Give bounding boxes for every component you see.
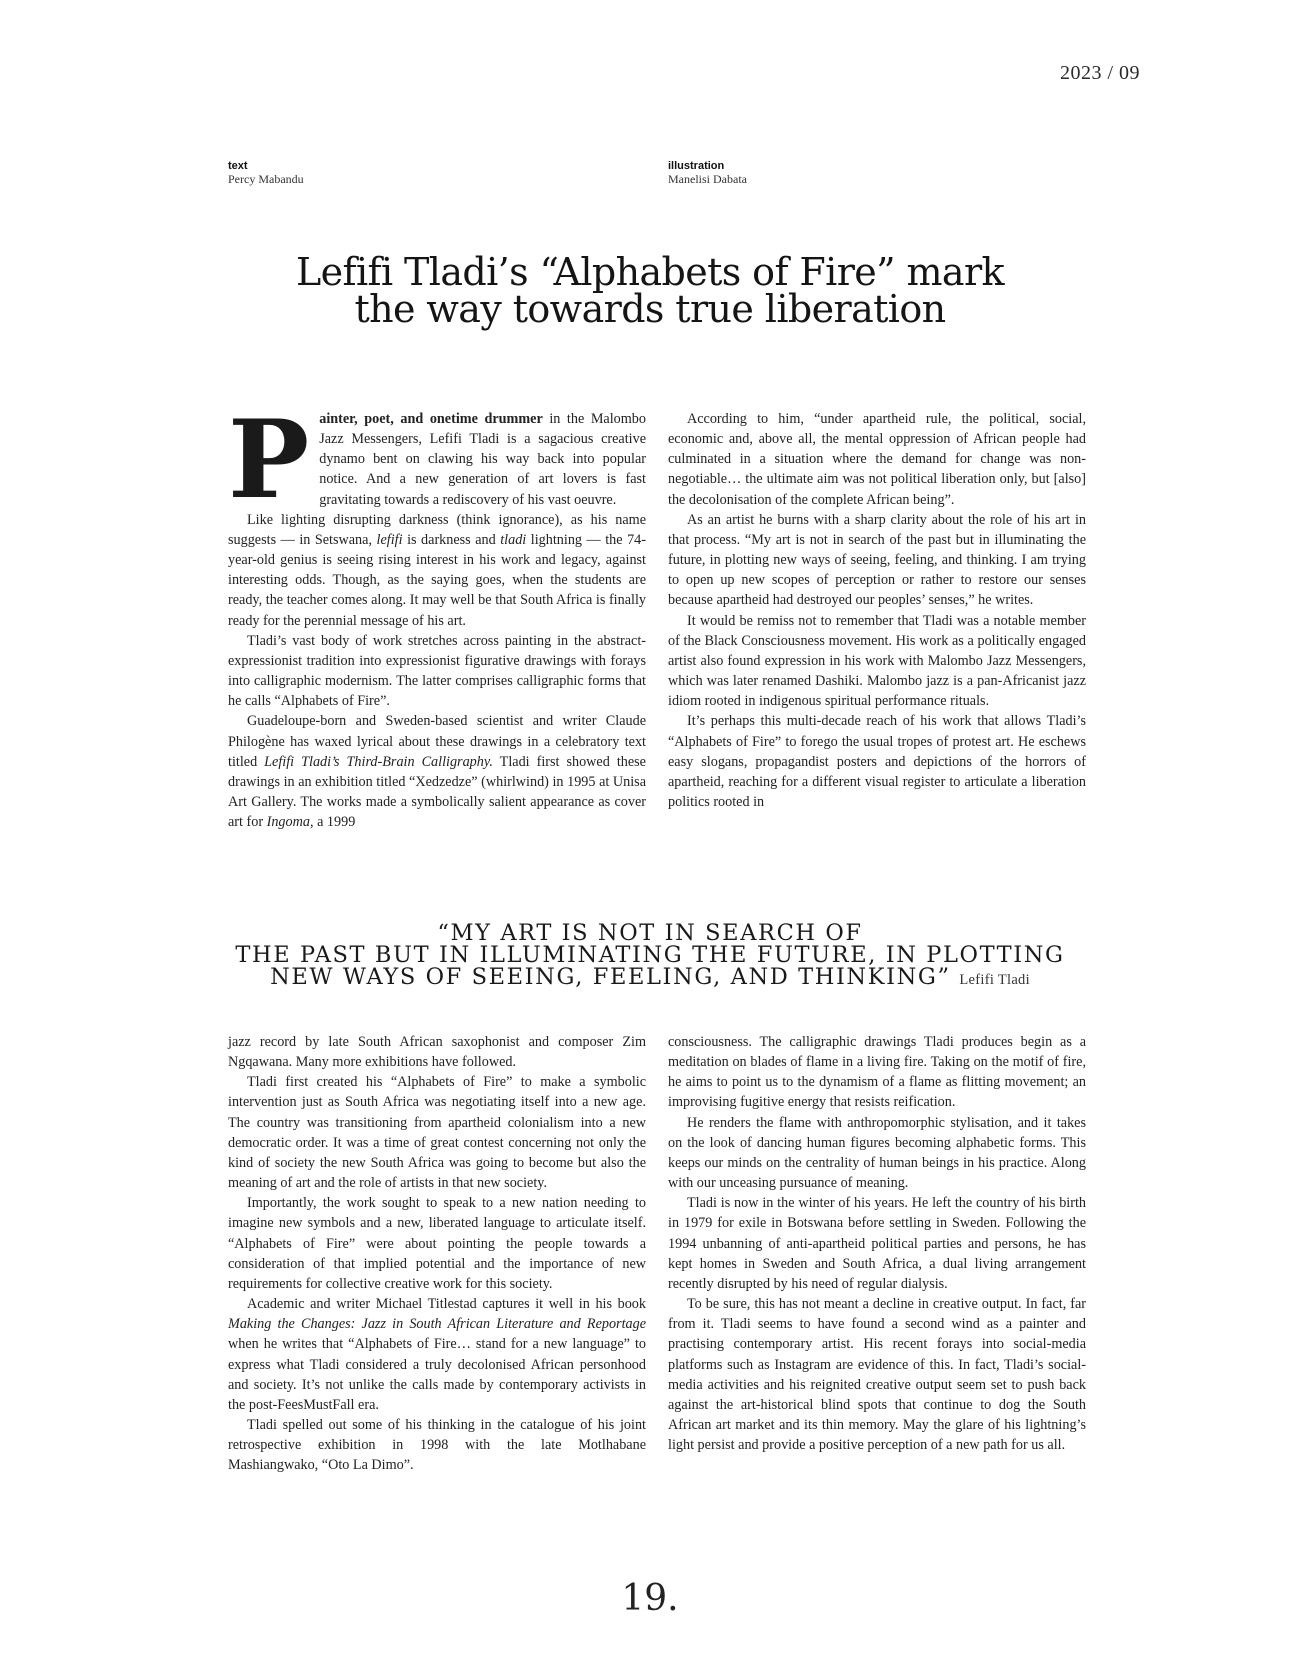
pull-quote-line-2: THE PAST BUT IN ILLUMINATING THE FUTURE, IN PLOTTING	[235, 942, 1065, 968]
illustration-credit-label: illustration	[668, 160, 725, 172]
illustration-credit-name: Manelisi Dabata	[668, 172, 747, 186]
text-credit	[228, 160, 304, 186]
paragraph	[228, 510, 646, 631]
paragraph-text: Like lighting disrupting darkness (think ignorance), as his name suggests — in Setswana,	[228, 511, 646, 548]
paragraph-text: lightning — the 74-year-old genius is seeing rising interest in his work and legacy, against interesting odds. Though, as the saying goes, when the students are ready, the teacher comes along. It may well be that South Africa is finally ready for the perennial message of his art.	[228, 531, 647, 629]
column-bottom-right	[668, 1032, 1086, 1475]
paragraph-text: is darkness and	[402, 531, 501, 548]
pull-quote	[200, 922, 1100, 991]
pull-quote-line-1: “MY ART IS NOT IN SEARCH OF	[437, 920, 863, 946]
illustration-credit	[668, 160, 747, 186]
pull-quote-attribution: Lefifi Tladi	[959, 972, 1030, 988]
issue-date: 2023 / 09	[1059, 62, 1140, 84]
paragraph-text: Tladi first showed these drawings in an exhibition titled “Xedzedze” (whirlwind) in 1995 at Unisa Art Gallery. The works made a symbolically salient appearance as cover art for	[228, 753, 646, 831]
text-credit-label: text	[228, 160, 248, 172]
paragraph: Importantly, the work sought to speak to a new nation needing to imagine new symbols and a new, liberated language to articulate itself. “Alphabets of Fire” were about pointing the people towards a consideration of that implied potential and the importance of new requirements for collective creative work for this society.	[228, 1195, 646, 1292]
paragraph: To be sure, this has not meant a decline in creative output. In fact, far from it. Tladi seems to have found a second wind as a painter and practising contemporary artist. His recent forays into social-media platforms such as Instagram are evidence of this. In fact, Tladi’s social-media activities and his reignited creative output seem set to push back against the art-historical blind spots that continue to dog the South African art market and its thin memory. May the glare of his lightning’s light persist and provide a positive perception of a new path for us all.	[668, 1296, 1086, 1454]
italic-term: lefifi	[376, 531, 403, 548]
paragraph: jazz record by late South African saxophonist and composer Zim Ngqawana. Many more exhibitions have followed.	[228, 1034, 646, 1071]
paragraph: It’s perhaps this multi-decade reach of his work that allows Tladi’s “Alphabets of Fire” to forego the usual tropes of protest art. He eschews easy slogans, propagandist posters and depictions of the horrors of apartheid, reaching for a different visual register to articulate a liberation politics rooted in	[668, 713, 1086, 810]
drop-cap: P	[228, 397, 308, 523]
paragraph-text: , a 1999	[309, 814, 356, 831]
paragraph: As an artist he burns with a sharp clarity about the role of his art in that process. “My art is not in search of the past but in illuminating the future, in plotting new ways of seeing, feeling, and thinking. I am trying to open up new scopes of perception or rather to restore our senses because apartheid had destroyed our peoples’ senses,” he writes.	[668, 511, 1086, 609]
paragraph-text: Guadeloupe-born and Sweden-based scientist and writer Claude Philogène has waxed lyrical about these drawings in a celebratory text titled	[228, 713, 646, 770]
article-body-top	[228, 397, 1086, 832]
italic-term: tladi	[500, 531, 527, 548]
paragraph: Tladi first created his “Alphabets of Fire” to make a symbolic intervention just as South Africa was negotiating itself into a new age. The country was transitioning from apartheid colonialism into a new democratic order. It was a time of great contest concerning not only the kind of society the new South Africa was going to become but also the meaning of art and the role of artists in that new society.	[228, 1074, 646, 1192]
paragraph	[228, 711, 646, 832]
paragraph-text: Academic and writer Michael Titlestad captures it well in his book	[247, 1296, 646, 1313]
column-top-left	[228, 397, 647, 832]
lead-in: ainter, poet, and onetime drummer	[319, 411, 543, 427]
article-body-bottom	[228, 1032, 1086, 1475]
paragraph: According to him, “under apartheid rule, the political, social, economic and, above all, the mental oppression of African people had culminated in a situation where the demand for change was non-negotiable… the ultimate aim was not political liberation only, but [also] the decolonisation of the complete African being”.	[668, 411, 1086, 508]
italic-title: Ingoma	[266, 814, 310, 831]
paragraph-text: when he writes that “Alphabets of Fire… stand for a new language” to express what Tladi considered a truly decolonised African personhood and society. It’s not unlike the calls made by contemporary activists in the post-FeesMustFall era.	[228, 1336, 646, 1413]
text-credit-name: Percy Mabandu	[228, 172, 304, 186]
paragraph	[228, 1294, 646, 1415]
article-title	[150, 250, 1150, 331]
paragraph	[228, 397, 646, 523]
paragraph: consciousness. The calligraphic drawings Tladi produces begin as a meditation on blades of flame in a living fire. Taking on the motif of fire, he aims to point us to the dynamism of a flame as flitting movement; an improvising fugitive energy that resists reification.	[668, 1034, 1086, 1111]
paragraph: It would be remiss not to remember that Tladi was a notable member of the Black Consciousness movement. His work as a politically engaged artist also found expression in his work with Malombo Jazz Messengers, which was later renamed Dashiki. Malombo jazz is a pan-Africanist jazz idiom rooted in indigenous spiritual performance rituals.	[668, 612, 1086, 710]
italic-title: Making the Changes: Jazz in South African Literature and Reportage	[228, 1316, 646, 1333]
column-top-right	[668, 409, 1086, 832]
column-bottom-left	[228, 1032, 646, 1475]
paragraph: Tladi’s vast body of work stretches across painting in the abstract-expressionist tradition into expressionist figurative drawings with forays into calligraphic modernism. The latter comprises calligraphic forms that he calls “Alphabets of Fire”.	[228, 632, 646, 710]
italic-title: Lefifi Tladi’s Third-Brain Calligraphy.	[264, 753, 493, 770]
title-line-1: Lefifi Tladi’s “Alphabets of Fire” mark	[296, 250, 1004, 294]
paragraph: Tladi is now in the winter of his years. He left the country of his birth in 1979 for exile in Botswana before settling in Sweden. Following the 1994 unbanning of anti-apartheid political parties and persons, he has kept homes in Sweden and South Africa, a dual living arrangement recently disrupted by his need of regular dialysis.	[668, 1195, 1086, 1292]
paragraph-text: in the Malombo Jazz Messengers, Lefifi Tladi is a sagacious creative dynamo bent on clawing his way back into popular notice. And a new generation of art lovers is fast gravitating towards a rediscovery of his vast oeuvre.	[319, 411, 646, 508]
paragraph: Tladi spelled out some of his thinking in the catalogue of his joint retrospective exhibition in 1998 with the late Motlhabane Mashiangwako, “Oto La Dimo”.	[228, 1416, 646, 1474]
paragraph: He renders the flame with anthropomorphic stylisation, and it takes on the look of dancing human figures becoming alphabetic forms. This keeps our minds on the centrality of human beings in his practice. Along with our unceasing pursuance of meaning.	[668, 1114, 1086, 1192]
title-line-2: the way towards true liberation	[354, 287, 946, 331]
pull-quote-line-3: NEW WAYS OF SEEING, FEELING, AND THINKING”	[270, 964, 951, 990]
page-number: 19.	[621, 1578, 679, 1619]
